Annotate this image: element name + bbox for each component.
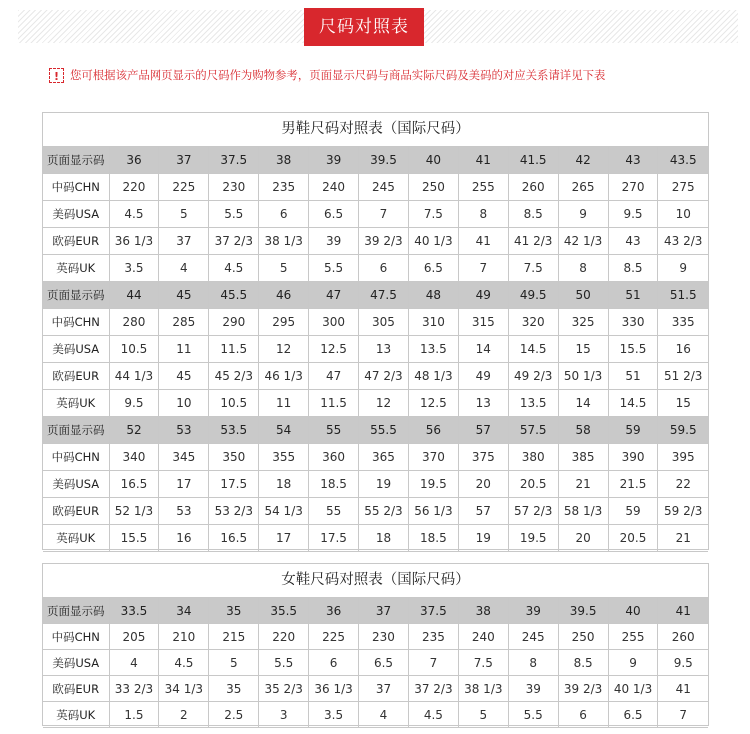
size-value-cell: 12.5	[408, 390, 458, 417]
size-value-cell: 53.5	[209, 417, 259, 444]
men-table-row	[43, 363, 708, 390]
women-table-title: 女鞋尺码对照表（国际尺码）	[43, 564, 708, 598]
size-value-cell: 42 1/3	[558, 228, 608, 255]
size-value-cell: 8	[458, 201, 508, 228]
size-value-cell: 35.5	[259, 598, 309, 624]
size-value-cell: 40 1/3	[608, 676, 658, 702]
size-value-cell: 10	[159, 390, 209, 417]
size-value-cell: 53 2/3	[209, 498, 259, 525]
men-table-row	[43, 444, 708, 471]
size-value-cell: 13	[359, 336, 409, 363]
size-value-cell: 210	[159, 624, 209, 650]
size-value-cell: 3.5	[109, 255, 159, 282]
size-value-cell: 285	[159, 309, 209, 336]
size-value-cell: 56 1/3	[408, 498, 458, 525]
size-value-cell: 17	[159, 471, 209, 498]
size-value-cell: 53	[159, 417, 209, 444]
size-value-cell: 345	[159, 444, 209, 471]
size-value-cell: 10.5	[209, 390, 259, 417]
size-value-cell: 21	[658, 525, 708, 552]
size-value-cell: 34 1/3	[159, 676, 209, 702]
size-value-cell: 7	[359, 201, 409, 228]
size-value-cell: 46 1/3	[259, 363, 309, 390]
size-value-cell: 260	[658, 624, 708, 650]
size-value-cell: 215	[209, 624, 259, 650]
size-value-cell: 7.5	[408, 201, 458, 228]
size-value-cell: 315	[458, 309, 508, 336]
women-table-row	[43, 650, 708, 676]
size-value-cell: 35	[209, 676, 259, 702]
size-value-cell: 50	[558, 282, 608, 309]
men-table-row	[43, 525, 708, 552]
size-value-cell: 37.5	[209, 147, 259, 174]
size-value-cell: 250	[558, 624, 608, 650]
size-value-cell: 5.5	[209, 201, 259, 228]
size-value-cell: 44	[109, 282, 159, 309]
size-value-cell: 59 2/3	[658, 498, 708, 525]
size-value-cell: 240	[309, 174, 359, 201]
size-value-cell: 7	[658, 702, 708, 728]
size-value-cell: 6.5	[359, 650, 409, 676]
men-display-size-row	[43, 147, 708, 174]
size-value-cell: 275	[658, 174, 708, 201]
size-value-cell: 240	[458, 624, 508, 650]
size-value-cell: 395	[658, 444, 708, 471]
size-value-cell: 39	[309, 228, 359, 255]
size-value-cell: 5	[209, 650, 259, 676]
size-value-cell: 305	[359, 309, 409, 336]
size-value-cell: 14.5	[508, 336, 558, 363]
size-value-cell: 9	[608, 650, 658, 676]
size-value-cell: 11.5	[209, 336, 259, 363]
row-label-cell: 中码CHN	[43, 624, 109, 650]
size-value-cell: 41 2/3	[508, 228, 558, 255]
size-value-cell: 43.5	[658, 147, 708, 174]
size-value-cell: 235	[408, 624, 458, 650]
size-value-cell: 19	[458, 525, 508, 552]
size-value-cell: 9.5	[608, 201, 658, 228]
size-value-cell: 6.5	[408, 255, 458, 282]
size-value-cell: 8.5	[608, 255, 658, 282]
size-value-cell: 20	[558, 525, 608, 552]
size-value-cell: 15.5	[608, 336, 658, 363]
row-label-cell: 美码USA	[43, 336, 109, 363]
size-value-cell: 5.5	[259, 650, 309, 676]
size-value-cell: 245	[359, 174, 409, 201]
size-value-cell: 340	[109, 444, 159, 471]
size-value-cell: 260	[508, 174, 558, 201]
row-label-cell: 页面显示码	[43, 282, 109, 309]
size-value-cell: 280	[109, 309, 159, 336]
size-value-cell: 8.5	[558, 650, 608, 676]
row-label-cell: 美码USA	[43, 201, 109, 228]
men-display-size-row	[43, 282, 708, 309]
size-value-cell: 17	[259, 525, 309, 552]
size-value-cell: 45	[159, 363, 209, 390]
size-value-cell: 47.5	[359, 282, 409, 309]
row-label-cell: 英码UK	[43, 702, 109, 728]
size-value-cell: 370	[408, 444, 458, 471]
size-value-cell: 325	[558, 309, 608, 336]
size-value-cell: 51.5	[658, 282, 708, 309]
men-table-row	[43, 390, 708, 417]
notice-line	[49, 66, 605, 84]
men-table-row	[43, 498, 708, 525]
size-value-cell: 4.5	[209, 255, 259, 282]
size-value-cell: 35 2/3	[259, 676, 309, 702]
men-size-table	[43, 147, 708, 552]
size-value-cell: 390	[608, 444, 658, 471]
size-value-cell: 36 1/3	[309, 676, 359, 702]
size-value-cell: 39	[508, 598, 558, 624]
size-value-cell: 37	[359, 676, 409, 702]
size-value-cell: 17.5	[309, 525, 359, 552]
row-label-cell: 欧码EUR	[43, 228, 109, 255]
size-value-cell: 56	[408, 417, 458, 444]
size-value-cell: 11	[159, 336, 209, 363]
size-value-cell: 11	[259, 390, 309, 417]
size-value-cell: 6	[259, 201, 309, 228]
size-value-cell: 4.5	[159, 650, 209, 676]
size-value-cell: 18.5	[408, 525, 458, 552]
size-value-cell: 39	[309, 147, 359, 174]
size-value-cell: 5	[259, 255, 309, 282]
row-label-cell: 中码CHN	[43, 309, 109, 336]
row-label-cell: 美码USA	[43, 471, 109, 498]
size-value-cell: 45	[159, 282, 209, 309]
size-value-cell: 36	[309, 598, 359, 624]
size-value-cell: 365	[359, 444, 409, 471]
size-value-cell: 350	[209, 444, 259, 471]
size-value-cell: 58	[558, 417, 608, 444]
size-value-cell: 51	[608, 363, 658, 390]
women-table-row	[43, 702, 708, 728]
size-value-cell: 46	[259, 282, 309, 309]
size-value-cell: 40	[408, 147, 458, 174]
size-value-cell: 7	[408, 650, 458, 676]
size-value-cell: 41	[658, 598, 708, 624]
size-value-cell: 14.5	[608, 390, 658, 417]
size-value-cell: 15	[558, 336, 608, 363]
size-value-cell: 4.5	[408, 702, 458, 728]
size-value-cell: 360	[309, 444, 359, 471]
size-value-cell: 38	[458, 598, 508, 624]
size-value-cell: 22	[658, 471, 708, 498]
size-value-cell: 49.5	[508, 282, 558, 309]
size-value-cell: 225	[309, 624, 359, 650]
size-value-cell: 16.5	[109, 471, 159, 498]
size-value-cell: 20	[458, 471, 508, 498]
size-value-cell: 12.5	[309, 336, 359, 363]
size-value-cell: 54	[259, 417, 309, 444]
decorative-stripes-right	[424, 10, 738, 43]
women-size-table-box	[42, 563, 709, 726]
size-value-cell: 47	[309, 282, 359, 309]
size-value-cell: 54 1/3	[259, 498, 309, 525]
size-value-cell: 3.5	[309, 702, 359, 728]
size-value-cell: 15.5	[109, 525, 159, 552]
size-value-cell: 14	[458, 336, 508, 363]
size-value-cell: 13.5	[408, 336, 458, 363]
size-value-cell: 53	[159, 498, 209, 525]
size-value-cell: 16.5	[209, 525, 259, 552]
size-value-cell: 8	[508, 650, 558, 676]
size-value-cell: 39	[508, 676, 558, 702]
size-value-cell: 57 2/3	[508, 498, 558, 525]
exclamation-icon: !	[49, 68, 64, 83]
size-value-cell: 41	[458, 228, 508, 255]
size-value-cell: 47 2/3	[359, 363, 409, 390]
size-value-cell: 335	[658, 309, 708, 336]
size-value-cell: 55.5	[359, 417, 409, 444]
size-value-cell: 300	[309, 309, 359, 336]
size-value-cell: 39 2/3	[359, 228, 409, 255]
size-value-cell: 7	[458, 255, 508, 282]
size-value-cell: 205	[109, 624, 159, 650]
size-value-cell: 5	[458, 702, 508, 728]
size-value-cell: 37	[359, 598, 409, 624]
size-value-cell: 39 2/3	[558, 676, 608, 702]
size-value-cell: 5	[159, 201, 209, 228]
size-value-cell: 43 2/3	[658, 228, 708, 255]
size-value-cell: 10	[658, 201, 708, 228]
men-table-row	[43, 255, 708, 282]
size-value-cell: 45.5	[209, 282, 259, 309]
size-value-cell: 19	[359, 471, 409, 498]
size-value-cell: 5.5	[309, 255, 359, 282]
size-value-cell: 230	[209, 174, 259, 201]
size-value-cell: 6	[558, 702, 608, 728]
size-value-cell: 11.5	[309, 390, 359, 417]
size-value-cell: 51	[608, 282, 658, 309]
size-value-cell: 310	[408, 309, 458, 336]
size-value-cell: 38	[259, 147, 309, 174]
row-label-cell: 中码CHN	[43, 174, 109, 201]
size-value-cell: 7.5	[458, 650, 508, 676]
size-value-cell: 220	[259, 624, 309, 650]
size-value-cell: 15	[658, 390, 708, 417]
row-label-cell: 美码USA	[43, 650, 109, 676]
size-value-cell: 295	[259, 309, 309, 336]
size-value-cell: 255	[608, 624, 658, 650]
men-table-row	[43, 201, 708, 228]
row-label-cell: 欧码EUR	[43, 363, 109, 390]
size-value-cell: 290	[209, 309, 259, 336]
size-value-cell: 55 2/3	[359, 498, 409, 525]
size-value-cell: 18	[259, 471, 309, 498]
row-label-cell: 页面显示码	[43, 598, 109, 624]
size-value-cell: 320	[508, 309, 558, 336]
size-value-cell: 34	[159, 598, 209, 624]
men-table-row	[43, 336, 708, 363]
size-value-cell: 41	[658, 676, 708, 702]
size-value-cell: 33 2/3	[109, 676, 159, 702]
men-table-row	[43, 228, 708, 255]
row-label-cell: 中码CHN	[43, 444, 109, 471]
size-value-cell: 6	[359, 255, 409, 282]
size-value-cell: 16	[658, 336, 708, 363]
row-label-cell: 英码UK	[43, 525, 109, 552]
women-table-row	[43, 624, 708, 650]
size-value-cell: 47	[309, 363, 359, 390]
size-value-cell: 37	[159, 228, 209, 255]
size-value-cell: 250	[408, 174, 458, 201]
row-label-cell: 页面显示码	[43, 147, 109, 174]
size-value-cell: 9	[658, 255, 708, 282]
women-table-row	[43, 676, 708, 702]
size-value-cell: 230	[359, 624, 409, 650]
size-value-cell: 6.5	[309, 201, 359, 228]
size-value-cell: 52 1/3	[109, 498, 159, 525]
size-value-cell: 5.5	[508, 702, 558, 728]
size-value-cell: 9	[558, 201, 608, 228]
size-value-cell: 50 1/3	[558, 363, 608, 390]
size-value-cell: 35	[209, 598, 259, 624]
size-value-cell: 41	[458, 147, 508, 174]
size-value-cell: 225	[159, 174, 209, 201]
size-value-cell: 4.5	[109, 201, 159, 228]
size-value-cell: 12	[259, 336, 309, 363]
men-display-size-row	[43, 417, 708, 444]
size-value-cell: 13	[458, 390, 508, 417]
size-value-cell: 4	[359, 702, 409, 728]
size-value-cell: 44 1/3	[109, 363, 159, 390]
size-value-cell: 19.5	[508, 525, 558, 552]
men-table-row	[43, 174, 708, 201]
size-value-cell: 20.5	[608, 525, 658, 552]
size-value-cell: 385	[558, 444, 608, 471]
size-value-cell: 4	[109, 650, 159, 676]
size-value-cell: 41.5	[508, 147, 558, 174]
men-table-body	[43, 147, 708, 552]
women-table-body	[43, 598, 708, 728]
size-value-cell: 48 1/3	[408, 363, 458, 390]
size-value-cell: 48	[408, 282, 458, 309]
size-value-cell: 49 2/3	[508, 363, 558, 390]
size-value-cell: 18	[359, 525, 409, 552]
size-value-cell: 52	[109, 417, 159, 444]
size-value-cell: 9.5	[658, 650, 708, 676]
size-value-cell: 21.5	[608, 471, 658, 498]
size-value-cell: 43	[608, 147, 658, 174]
size-value-cell: 21	[558, 471, 608, 498]
size-value-cell: 380	[508, 444, 558, 471]
size-value-cell: 355	[259, 444, 309, 471]
row-label-cell: 页面显示码	[43, 417, 109, 444]
size-value-cell: 7.5	[508, 255, 558, 282]
size-value-cell: 265	[558, 174, 608, 201]
size-value-cell: 18.5	[309, 471, 359, 498]
size-value-cell: 59.5	[658, 417, 708, 444]
notice-text: 您可根据该产品网页显示的尺码作为购物参考，页面显示尺码与商品实际尺码及美码的对应关系请详见下表	[70, 68, 606, 82]
size-value-cell: 37 2/3	[209, 228, 259, 255]
size-value-cell: 235	[259, 174, 309, 201]
size-value-cell: 40 1/3	[408, 228, 458, 255]
size-value-cell: 37	[159, 147, 209, 174]
size-value-cell: 8.5	[508, 201, 558, 228]
size-value-cell: 38 1/3	[259, 228, 309, 255]
row-label-cell: 欧码EUR	[43, 676, 109, 702]
size-value-cell: 6.5	[608, 702, 658, 728]
size-value-cell: 9.5	[109, 390, 159, 417]
size-value-cell: 270	[608, 174, 658, 201]
size-value-cell: 45 2/3	[209, 363, 259, 390]
size-value-cell: 220	[109, 174, 159, 201]
row-label-cell: 欧码EUR	[43, 498, 109, 525]
size-value-cell: 37.5	[408, 598, 458, 624]
size-value-cell: 14	[558, 390, 608, 417]
row-label-cell: 英码UK	[43, 255, 109, 282]
men-table-row	[43, 471, 708, 498]
size-value-cell: 33.5	[109, 598, 159, 624]
size-value-cell: 3	[259, 702, 309, 728]
size-value-cell: 10.5	[109, 336, 159, 363]
size-value-cell: 12	[359, 390, 409, 417]
size-value-cell: 49	[458, 363, 508, 390]
size-value-cell: 4	[159, 255, 209, 282]
size-value-cell: 19.5	[408, 471, 458, 498]
size-value-cell: 40	[608, 598, 658, 624]
size-value-cell: 16	[159, 525, 209, 552]
size-value-cell: 20.5	[508, 471, 558, 498]
men-table-row	[43, 309, 708, 336]
size-value-cell: 55	[309, 498, 359, 525]
size-value-cell: 58 1/3	[558, 498, 608, 525]
men-table-title: 男鞋尺码对照表（国际尺码）	[43, 113, 708, 147]
size-value-cell: 59	[608, 498, 658, 525]
size-value-cell: 255	[458, 174, 508, 201]
size-value-cell: 17.5	[209, 471, 259, 498]
women-display-size-row	[43, 598, 708, 624]
size-value-cell: 2	[159, 702, 209, 728]
size-value-cell: 8	[558, 255, 608, 282]
size-value-cell: 43	[608, 228, 658, 255]
men-size-table-box	[42, 112, 709, 550]
size-value-cell: 39.5	[558, 598, 608, 624]
size-value-cell: 57	[458, 498, 508, 525]
size-value-cell: 375	[458, 444, 508, 471]
size-value-cell: 49	[458, 282, 508, 309]
size-value-cell: 59	[608, 417, 658, 444]
size-value-cell: 55	[309, 417, 359, 444]
size-value-cell: 330	[608, 309, 658, 336]
row-label-cell: 英码UK	[43, 390, 109, 417]
women-size-table	[43, 598, 708, 728]
size-value-cell: 1.5	[109, 702, 159, 728]
size-value-cell: 36	[109, 147, 159, 174]
size-value-cell: 39.5	[359, 147, 409, 174]
size-value-cell: 13.5	[508, 390, 558, 417]
size-value-cell: 37 2/3	[408, 676, 458, 702]
size-value-cell: 245	[508, 624, 558, 650]
decorative-stripes-left	[18, 10, 304, 43]
size-value-cell: 51 2/3	[658, 363, 708, 390]
size-value-cell: 57	[458, 417, 508, 444]
size-value-cell: 57.5	[508, 417, 558, 444]
page-title: 尺码对照表	[304, 8, 424, 46]
size-value-cell: 42	[558, 147, 608, 174]
size-value-cell: 2.5	[209, 702, 259, 728]
size-value-cell: 36 1/3	[109, 228, 159, 255]
size-value-cell: 6	[309, 650, 359, 676]
size-value-cell: 38 1/3	[458, 676, 508, 702]
